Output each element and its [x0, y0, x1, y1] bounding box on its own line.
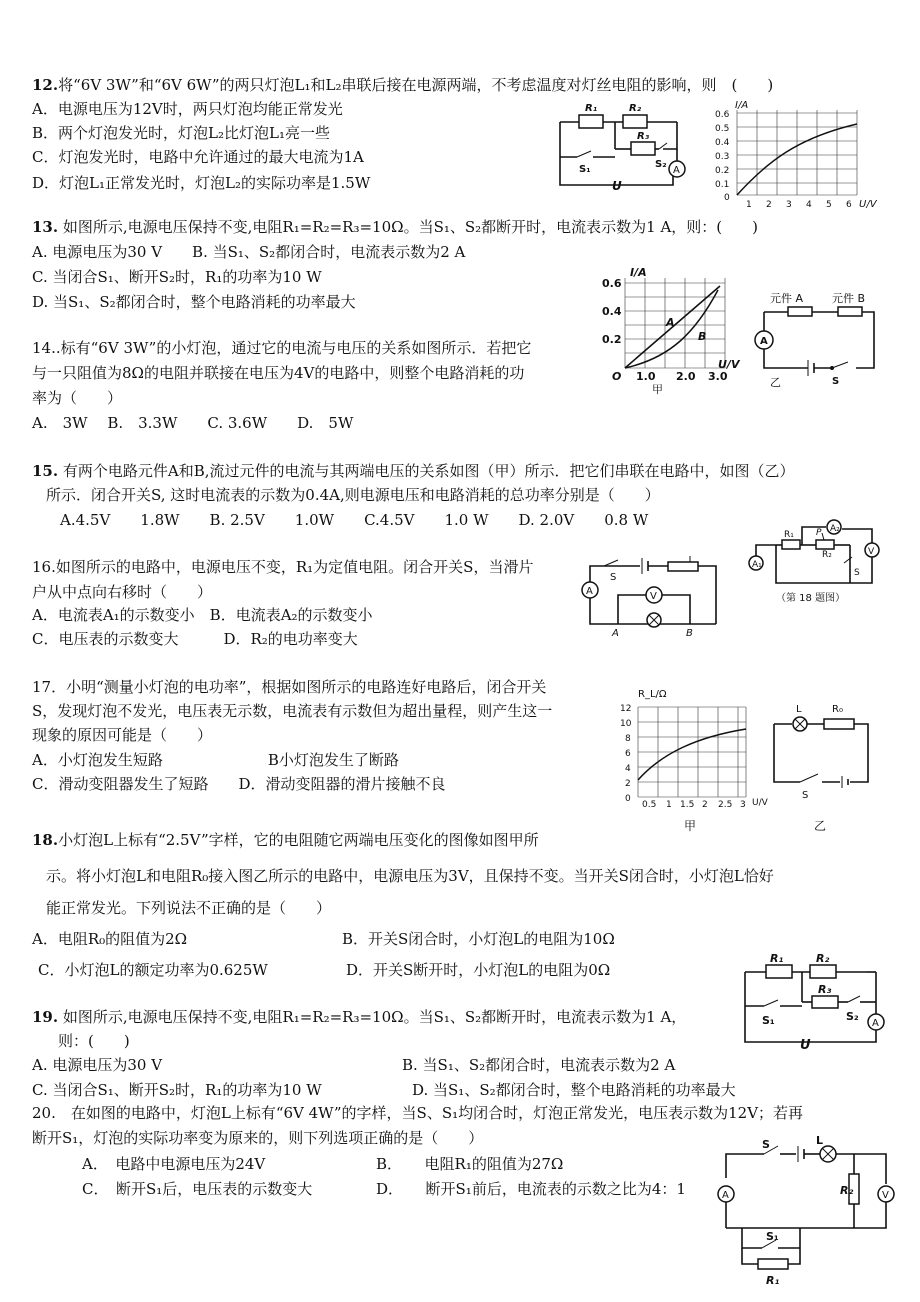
q18-graph-grid — [638, 707, 746, 797]
q18ref-s-label: S — [854, 568, 860, 578]
q15-graph-ylabel: I/A — [630, 266, 647, 279]
q18ref-r1-label: R₁ — [784, 530, 794, 540]
q12-circuit-r1-label: R₁ — [585, 103, 598, 114]
q18-stem-line2: 示。将小灯泡L和电阻R₀接入图乙所示的电路中，电源电压为3V，且保持不变。当开关S闭合时，小灯泡L恰好 — [46, 867, 774, 885]
q18-xtick: 1.5 — [680, 800, 695, 810]
q12-option-c: C．灯泡发光时，电路中允许通过的最大电流为1A — [32, 148, 364, 166]
q18-xtick: 0.5 — [642, 800, 657, 810]
q20-circuit-diagram — [712, 1134, 904, 1288]
q16-node-b-label: B — [686, 628, 693, 639]
q16-voltmeter-label: V — [650, 591, 657, 602]
q20-stem-line1: 20. 在如图的电路中，灯泡L上标有“6V 4W”的字样，当S、S₁均闭合时，灯泡正常发光，电压表示数为12V；若再 — [32, 1104, 804, 1122]
q18-stem-1: 小灯泡L上标有“2.5V”字样，它的电阻随它两端电压变化的图像如图甲所 — [58, 831, 539, 849]
q12-graph-xlabel: U/V — [859, 199, 877, 210]
q15-options: A.4.5V 1.8W B. 2.5V 1.0W C.4.5V 1.0 W D. 2.0V 0.8 W — [60, 511, 649, 529]
q15-element-a-label: 元件 A — [770, 292, 804, 305]
q12-circuit-u-label: U — [612, 179, 622, 193]
q14-stem-line2: 与一只阻值为8Ω的电阻并联接在电压为4V的电路中，则整个电路消耗的功 — [32, 364, 525, 382]
q18ref-a2-label: A₂ — [830, 524, 840, 534]
q18-ytick: 6 — [625, 749, 631, 759]
q12-circuit-r2-label: R₂ — [629, 103, 642, 114]
q12-ammeter-label: A — [673, 165, 680, 176]
q17-options-ab: A．小灯泡发生短路 B小灯泡发生了断路 — [32, 751, 399, 769]
q17-stem-line3: 现象的原因可能是（ ） — [32, 726, 213, 744]
q18-stem-line3: 能正常发光。下列说法不正确的是（ ） — [46, 899, 332, 917]
q20-r2-label: R₂ — [840, 1184, 854, 1197]
q12-number: 12. — [32, 76, 59, 94]
q19-option-a: A. 电源电压为30 V — [32, 1056, 163, 1074]
q18-ytick: 8 — [625, 734, 631, 744]
q18-reference-circuit — [742, 505, 890, 605]
q19-stem-line1 — [32, 1007, 686, 1027]
q13-option-d: D. 当S₁、S₂都闭合时，整个电路消耗的功率最大 — [32, 293, 356, 311]
q12-option-a: A．电源电压为12V时，两只灯泡均能正常发光 — [32, 100, 343, 118]
q15-switch-label: S — [832, 376, 840, 387]
q20-lamp-label: L — [816, 1134, 824, 1147]
q15-stem-line2: 所示．闭合开关S, 这时电流表的示数为0.4A,则电源电压和电路消耗的总功率分别是（ ） — [46, 486, 660, 504]
q12-option-d: D．灯泡L₁正常发光时，灯泡L₂的实际功率是1.5W — [32, 174, 371, 192]
q12-ytick: 0.5 — [715, 124, 730, 134]
q18-ytick: 4 — [625, 764, 631, 774]
q12-ytick: 0.1 — [715, 180, 730, 190]
q15-curve-b-label: B — [698, 330, 707, 343]
q16-ammeter-label: A — [586, 586, 593, 597]
q18-circuit-caption: 乙 — [814, 819, 827, 833]
q18ref-a1-label: A₁ — [752, 560, 762, 570]
q18ref-r2-label: R₂ — [822, 550, 832, 560]
q13-option-c: C. 当闭合S₁、断开S₂时，R₁的功率为10 W — [32, 268, 322, 286]
q15-ammeter-label: A — [760, 336, 768, 347]
q20-option-d: D． 断开S₁前后，电流表的示数之比为4：1 — [376, 1180, 686, 1198]
q18ref-caption: （第 18 题图） — [776, 593, 846, 604]
q18-graph-curve — [638, 729, 746, 780]
q15-element-b-label: 元件 B — [832, 292, 866, 305]
q18-graph-ylabel: R_L/Ω — [638, 689, 667, 700]
q20-switch-s1-label: S₁ — [766, 1230, 779, 1243]
q15-circuit-caption: 乙 — [770, 376, 781, 389]
q13-stem: 如图所示,电源电压保持不变,电阻R₁=R₂=R₃=10Ω。当S₁、S₂都断开时，电流表示数为1 A，则：( ) — [62, 218, 759, 236]
q19-option-b: B. 当S₁、S₂都闭合时，电流表示数为2 A — [402, 1056, 676, 1074]
q20-ammeter-label: A — [722, 1190, 729, 1201]
q18-ytick: 12 — [620, 704, 632, 714]
q18-xtick: 2.5 — [718, 800, 733, 810]
q18-switch-label: S — [802, 790, 809, 801]
q17-stem-line2: S，发现灯泡不发光，电压表无示数，电流表有示数但为超出量程，则产生这一 — [32, 702, 553, 720]
q18-xtick: 2 — [702, 800, 708, 810]
q18-ytick: 10 — [620, 719, 632, 729]
q19-circuit-r2-label: R₂ — [816, 952, 830, 965]
q12-circuit-diagram — [555, 97, 705, 197]
q15-ytick: 0.4 — [602, 305, 622, 318]
q14-stem-line3: 率为（ ） — [32, 389, 123, 407]
q12-circuit-s2-label: S₂ — [655, 159, 667, 170]
q18-stem-line1 — [32, 830, 539, 850]
q12-graph-ylabel: I/A — [735, 100, 749, 111]
q18-xtick: 3 — [740, 800, 746, 810]
q12-xtick: 1 — [746, 200, 752, 210]
q16-options-cd: C．电压表的示数变大 D．R₂的电功率变大 — [32, 630, 358, 648]
q14-number: 14.. — [32, 339, 61, 357]
q16-node-a-label: A — [612, 628, 619, 639]
q20-option-c: C． 断开S₁后，电压表的示数变大 — [82, 1180, 313, 1198]
q15-ytick: 0.2 — [602, 333, 622, 346]
q19-option-c: C. 当闭合S₁、断开S₂时，R₁的功率为10 W — [32, 1081, 322, 1099]
q16-switch-label: S — [610, 572, 617, 583]
q19-circuit-r1-label: R₁ — [770, 952, 784, 965]
q20-r1-label: R₁ — [766, 1274, 780, 1287]
q18-lamp-label: L — [796, 704, 802, 715]
q19-number: 19. — [32, 1008, 59, 1026]
q15-graph-xlabel: U/V — [718, 358, 740, 371]
q16-options-ab: A．电流表A₁的示数变小 B．电流表A₂的示数变小 — [32, 606, 373, 624]
q16-stem-line1: 16.如图所示的电路中，电源电压不变，R₁为定值电阻。闭合开关S，当滑片 — [32, 558, 534, 576]
q16-stem-line2: 户从中点向右移时（ ） — [32, 583, 213, 601]
q13-option-ab: A. 电源电压为30 V B. 当S₁、S₂都闭合时，电流表示数为2 A — [32, 243, 466, 261]
q20-switch-s-label: S — [762, 1138, 770, 1151]
q12-ytick: 0.4 — [715, 138, 730, 148]
q18-ytick: 0 — [625, 794, 631, 804]
q18ref-p-label: P — [816, 528, 822, 538]
q15-xtick: 3.0 — [708, 370, 728, 383]
q19-stem-line2: 则：( ) — [58, 1032, 130, 1050]
q15-graph-jia — [600, 268, 740, 398]
q19-circuit-diagram — [740, 950, 890, 1055]
q15-graph-caption: 甲 — [652, 383, 663, 396]
q18-graph-caption: 甲 — [684, 819, 697, 833]
q12-stem-line — [32, 75, 773, 95]
q12-iu-graph — [712, 100, 887, 210]
q18-r0-label: R₀ — [832, 704, 843, 715]
q12-graph-grid — [737, 110, 857, 195]
q15-origin: O — [612, 370, 622, 383]
q18-option-a: A．电阻R₀的阻值为2Ω — [32, 930, 188, 948]
q18-circuit-yi — [768, 700, 878, 835]
q12-xtick: 3 — [786, 200, 792, 210]
q19-circuit-r3-label: R₃ — [818, 983, 832, 996]
q12-ytick: 0.3 — [715, 152, 730, 162]
q12-xtick: 4 — [806, 200, 812, 210]
q18-option-b: B．开关S闭合时，小灯泡L的电阻为10Ω — [342, 930, 615, 948]
q20-stem-line2: 断开S₁，灯泡的实际功率变为原来的，则下列选项正确的是（ ） — [32, 1129, 484, 1147]
q15-ytick: 0.6 — [602, 277, 622, 290]
q18-option-d: D．开关S断开时，小灯泡L的电阻为0Ω — [346, 961, 611, 979]
q19-circuit-u-label: U — [800, 1038, 811, 1053]
q19-option-d: D. 当S₁、S₂都闭合时，整个电路消耗的功率最大 — [412, 1081, 736, 1099]
q20-option-b: B． 电阻R₁的阻值为27Ω — [376, 1155, 564, 1173]
q15-number: 15. — [32, 462, 59, 480]
q12-xtick: 5 — [826, 200, 832, 210]
q15-curve-a-label: A — [666, 316, 675, 329]
q12-xtick: 6 — [846, 200, 852, 210]
q16-circuit-diagram — [572, 552, 732, 640]
q12-circuit-r3-label: R₃ — [637, 131, 650, 142]
q12-option-b: B．两个灯泡发光时，灯泡L₂比灯泡L₁亮一些 — [32, 124, 330, 142]
q19-ammeter-label: A — [872, 1018, 879, 1029]
q12-xtick: 2 — [766, 200, 772, 210]
q18-ytick: 2 — [625, 779, 631, 789]
q15-circuit-yi — [748, 290, 888, 390]
q14-stem-1: 标有“6V 3W”的小灯泡，通过它的电流与电压的关系如图所示．若把它 — [60, 339, 532, 357]
q17-stem-line1: 17．小明“测量小灯泡的电功率”，根据如图所示的电路连好电路后，闭合开关 — [32, 678, 547, 696]
q17-options-cd: C．滑动变阻器发生了短路 D．滑动变阻器的滑片接触不良 — [32, 775, 446, 793]
q15-stem-line1 — [32, 461, 795, 481]
q19-stem-1: 如图所示,电源电压保持不变,电阻R₁=R₂=R₃=10Ω。当S₁、S₂都断开时，电流表示数为1 A， — [62, 1008, 687, 1026]
q15-xtick: 1.0 — [636, 370, 656, 383]
q18-option-c: C．小灯泡L的额定功率为0.625W — [38, 961, 268, 979]
q20-option-a: A． 电路中电源电压为24V — [82, 1155, 266, 1173]
q12-circuit-s1-label: S₁ — [579, 164, 591, 175]
q19-circuit-s2-label: S₂ — [846, 1010, 859, 1023]
q18ref-v-label: V — [868, 547, 875, 557]
q20-voltmeter-label: V — [882, 1190, 889, 1201]
q13-stem-line — [32, 217, 758, 237]
q12-ytick: 0.2 — [715, 166, 730, 176]
q14-stem-line1 — [32, 338, 531, 358]
q15-stem-1: 有两个电路元件A和B,流过元件的电流与其两端电压的关系如图（甲）所示．把它们串联在电路中，如图（乙） — [62, 462, 795, 480]
q12-ytick: 0.6 — [715, 110, 730, 120]
q12-stem: 将“6V 3W”和“6V 6W”的两只灯泡L₁和L₂串联后接在电源两端，不考虑温度对灯丝电阻的影响，则 ( ) — [58, 76, 774, 94]
q18-graph-jia — [612, 685, 772, 835]
q14-options: A. 3W B. 3.3W C. 3.6W D. 5W — [32, 414, 354, 432]
q18-number: 18. — [32, 831, 59, 849]
q15-xtick: 2.0 — [676, 370, 696, 383]
q19-circuit-s1-label: S₁ — [762, 1014, 775, 1027]
q18-xtick: 1 — [666, 800, 672, 810]
q18-graph-xlabel: U/V — [752, 798, 768, 808]
q12-ytick: 0 — [724, 193, 730, 203]
q13-number: 13. — [32, 218, 59, 236]
